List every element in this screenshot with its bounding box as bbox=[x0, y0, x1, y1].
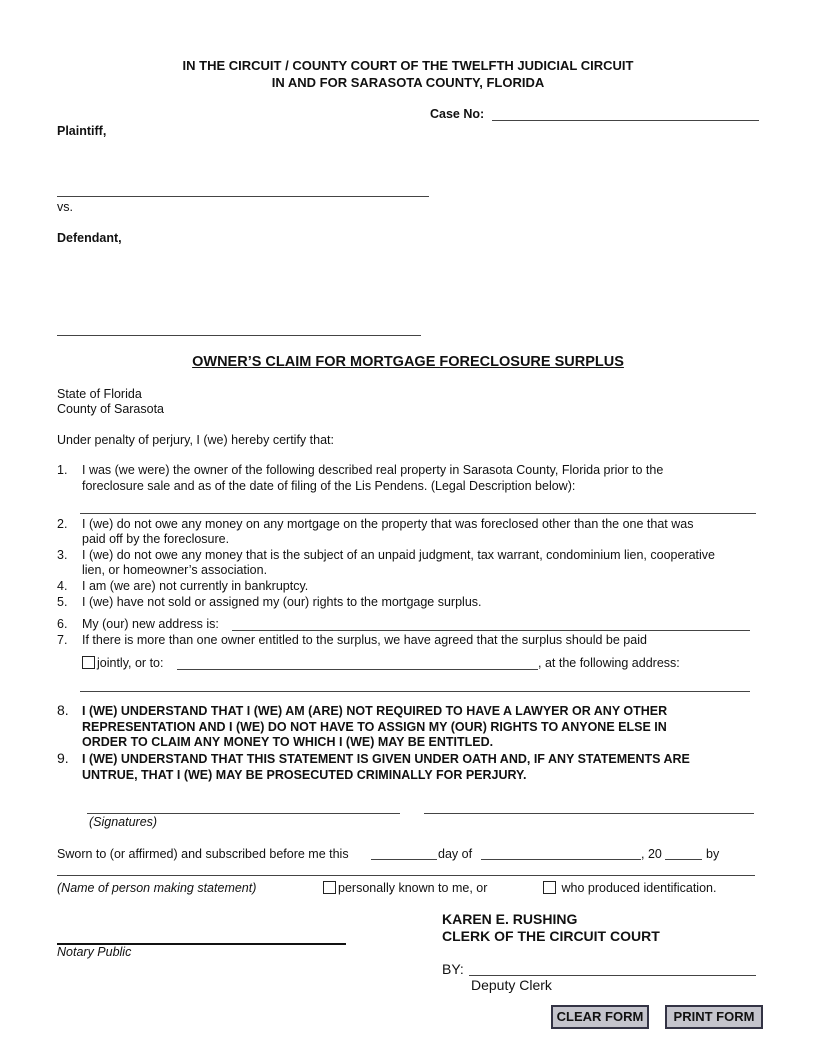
defendant-label: Defendant, bbox=[57, 231, 122, 245]
produced-id-label: who produced identification. bbox=[561, 881, 717, 895]
year-prefix: , 20 bbox=[641, 847, 662, 861]
item-number: 3. bbox=[57, 548, 68, 562]
print-form-button[interactable]: PRINT FORM bbox=[665, 1005, 763, 1029]
month-field[interactable] bbox=[481, 859, 641, 860]
item-1-text: I was (we were) the owner of the following described real property in Sarasota County, Florida prior to the bbox=[82, 463, 664, 477]
item-number: 2. bbox=[57, 517, 68, 531]
item-number: 5. bbox=[57, 595, 68, 609]
payee-name-field[interactable] bbox=[177, 669, 538, 670]
item-number: 6. bbox=[57, 617, 68, 631]
court-header-line2: IN AND FOR SARASOTA COUNTY, FLORIDA bbox=[271, 75, 545, 90]
signature-field-2[interactable] bbox=[424, 813, 754, 814]
item-number: 9. bbox=[57, 750, 69, 766]
item-9-text-2: UNTRUE, THAT I (WE) MAY BE PROSECUTED CRIMINALLY FOR PERJURY. bbox=[82, 768, 527, 782]
form-title: OWNER’S CLAIM FOR MORTGAGE FORECLOSURE SURPLUS bbox=[192, 354, 624, 370]
day-field[interactable] bbox=[371, 859, 437, 860]
person-name-field[interactable] bbox=[57, 875, 755, 876]
case-no-field[interactable] bbox=[492, 120, 759, 121]
defendant-field[interactable] bbox=[57, 335, 421, 336]
item-4-text: I am (we are) not currently in bankruptcy. bbox=[82, 579, 309, 593]
produced-id-option bbox=[543, 881, 716, 895]
state-label: State of Florida bbox=[57, 387, 142, 401]
item-number: 1. bbox=[57, 463, 68, 477]
item-number: 7. bbox=[57, 633, 68, 647]
item-1-text-2: foreclosure sale and as of the date of filing of the Lis Pendens. (Legal Description below): bbox=[82, 479, 576, 493]
personally-known-option bbox=[323, 881, 487, 895]
item-9-text: I (WE) UNDERSTAND THAT THIS STATEMENT IS GIVEN UNDER OATH AND, IF ANY STATEMENTS ARE bbox=[82, 752, 690, 766]
clerk-name: KAREN E. RUSHING bbox=[442, 911, 578, 927]
item-8-text: I (WE) UNDERSTAND THAT I (WE) AM (ARE) NOT REQUIRED TO HAVE A LAWYER OR ANY OTHER bbox=[82, 704, 668, 718]
deputy-clerk-signature-field[interactable] bbox=[469, 975, 756, 976]
plaintiff-label: Plaintiff, bbox=[57, 124, 107, 138]
year-field[interactable] bbox=[665, 859, 702, 860]
item-2-text-2: paid off by the foreclosure. bbox=[82, 532, 230, 546]
jointly-option bbox=[82, 656, 163, 670]
item-number: 8. bbox=[57, 702, 69, 718]
item-3-text: I (we) do not owe any money that is the subject of an unpaid judgment, tax warrant, condominium lien, cooperative bbox=[82, 548, 715, 562]
item-8-text-2: REPRESENTATION AND I (WE) DO NOT HAVE TO ASSIGN MY (OUR) RIGHTS TO ANYONE ELSE IN bbox=[82, 720, 667, 734]
new-address-field[interactable] bbox=[232, 630, 750, 631]
plaintiff-field[interactable] bbox=[57, 196, 429, 197]
case-no-label: Case No: bbox=[430, 107, 485, 121]
signature-field-1[interactable] bbox=[87, 813, 400, 814]
deputy-clerk-label: Deputy Clerk bbox=[471, 977, 552, 993]
item-5-text: I (we) have not sold or assigned my (our) rights to the mortgage surplus. bbox=[82, 595, 482, 609]
clerk-title: CLERK OF THE CIRCUIT COURT bbox=[442, 928, 660, 944]
vs-label: vs. bbox=[57, 200, 73, 214]
sworn-text: Sworn to (or affirmed) and subscribed before me this bbox=[57, 847, 349, 861]
item-3-text-2: lien, or homeowner’s association. bbox=[82, 563, 268, 577]
personally-known-checkbox[interactable] bbox=[323, 881, 336, 894]
person-name-label: (Name of person making statement) bbox=[57, 881, 257, 895]
personally-known-label: personally known to me, or bbox=[338, 881, 488, 895]
day-of-label: day of bbox=[438, 847, 473, 861]
clear-form-button[interactable]: CLEAR FORM bbox=[551, 1005, 649, 1029]
jointly-label: jointly, or to: bbox=[97, 656, 164, 670]
legal-description-field[interactable] bbox=[80, 513, 756, 514]
court-header-line1: IN THE CIRCUIT / COUNTY COURT OF THE TWELFTH JUDICIAL CIRCUIT bbox=[182, 58, 634, 73]
item-2-text: I (we) do not owe any money on any mortgage on the property that was foreclosed other than the one that was bbox=[82, 517, 694, 531]
item-8-text-3: ORDER TO CLAIM ANY MONEY TO WHICH I (WE) MAY BE ENTITLED. bbox=[82, 735, 494, 749]
item-6-text: My (our) new address is: bbox=[82, 617, 219, 631]
following-address-label: , at the following address: bbox=[538, 656, 680, 670]
jointly-checkbox[interactable] bbox=[82, 656, 95, 669]
item-7-text: If there is more than one owner entitled to the surplus, we have agreed that the surplus should be paid bbox=[82, 633, 647, 647]
payee-address-field[interactable] bbox=[80, 691, 750, 692]
notary-label: Notary Public bbox=[57, 945, 132, 959]
by-label: BY: bbox=[442, 961, 464, 977]
signatures-label: (Signatures) bbox=[89, 815, 158, 829]
produced-id-checkbox[interactable] bbox=[543, 881, 556, 894]
by-label: by bbox=[706, 847, 720, 861]
item-number: 4. bbox=[57, 579, 68, 593]
intro-text: Under penalty of perjury, I (we) hereby certify that: bbox=[57, 433, 334, 447]
county-label: County of Sarasota bbox=[57, 402, 165, 416]
